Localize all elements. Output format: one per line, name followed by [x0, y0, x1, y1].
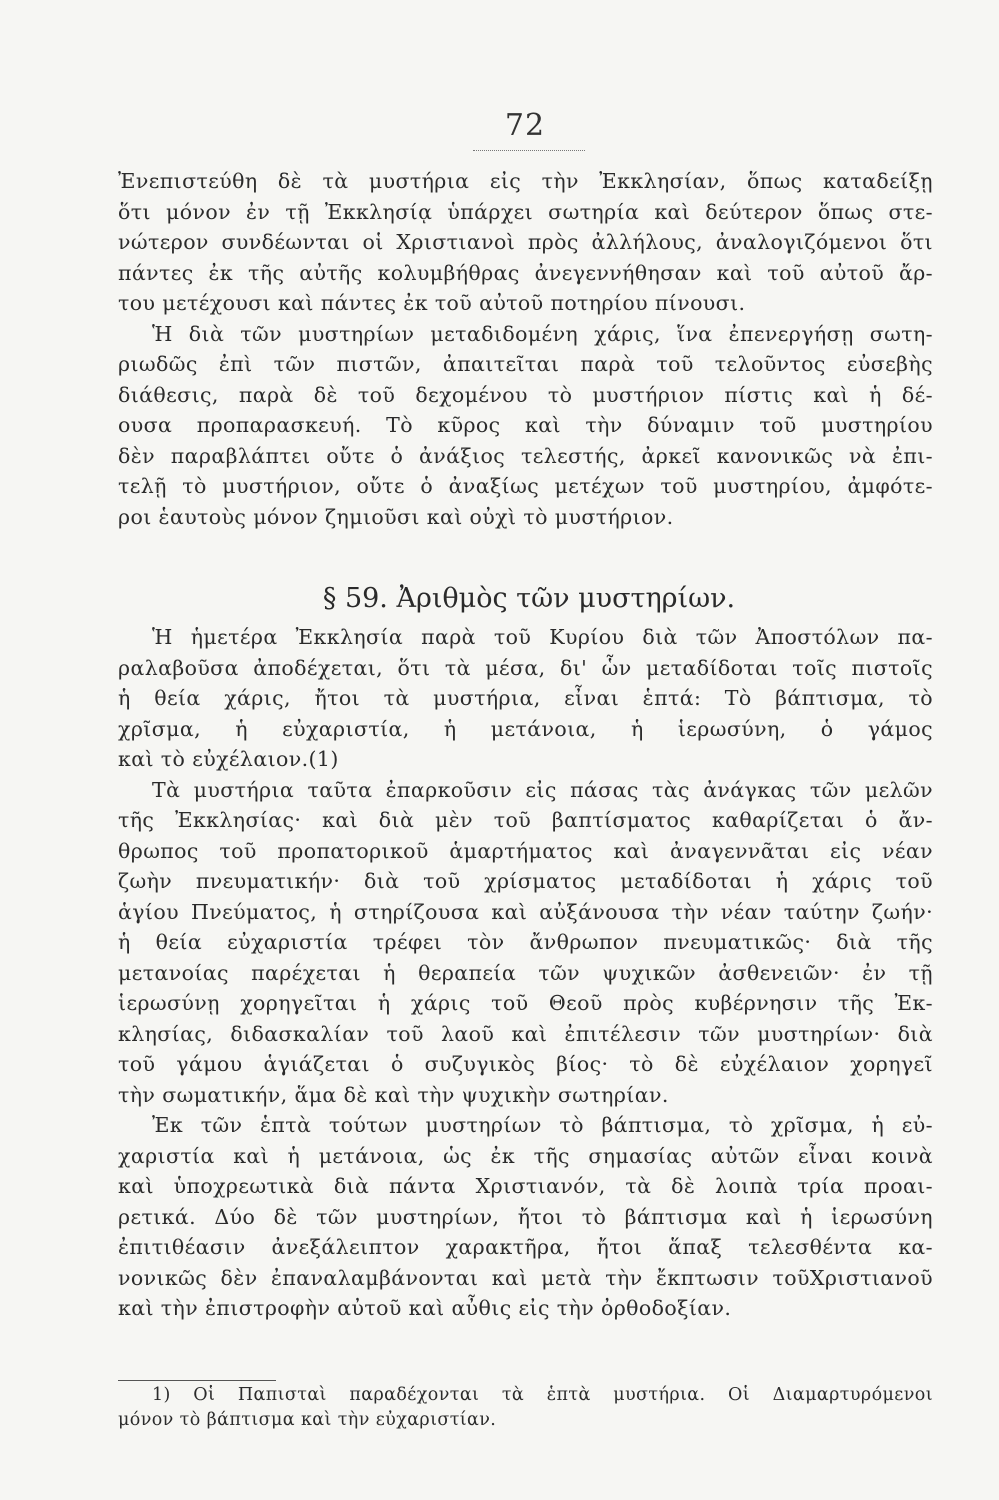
text-line: χρῖσμα, ἡ εὐχαριστία, ἡ μετάνοια, ἡ ἱερωσύνη, ὁ γάμος [118, 716, 933, 741]
text-line: κλησίας, διδασκαλίαν τοῦ λαοῦ καὶ ἐπιτέλεσιν τῶν μυστηρίων· διὰ [118, 1021, 933, 1046]
text-line: χαριστία καὶ ἡ μετάνοια, ὡς ἐκ τῆς σημασίας αὐτῶν εἶναι κοινὰ [118, 1143, 933, 1168]
page-number: 72 [504, 108, 546, 143]
footnote [118, 1383, 933, 1433]
text-line: διάθεσις, παρὰ δὲ τοῦ δεχομένου τὸ μυστήριον πίστις καὶ ἡ δέ- [118, 382, 933, 407]
text-line: του μετέχουσι καὶ πάντες ἐκ τοῦ αὐτοῦ ποτηρίου πίνουσι. [118, 291, 746, 315]
text-line: τελῇ τὸ μυστήριον, οὔτε ὁ ἀναξίως μετέχων τοῦ μυστηρίου, ἀμφότε- [118, 474, 933, 498]
page-number-rule [473, 150, 585, 151]
text-line: τοῦ γάμου ἁγιάζεται ὁ συζυγικὸς βίος· τὸ δὲ εὐχέλαιον χορηγεῖ [118, 1052, 933, 1076]
text-line: ζωὴν πνευματικήν· διὰ τοῦ χρίσματος μεταδίδοται ἡ χάρις τοῦ [118, 869, 933, 893]
text-line: ρετικά. Δύο δὲ τῶν μυστηρίων, ἤτοι τὸ βάπτισμα καὶ ἡ ἱερωσύνη [118, 1204, 933, 1229]
text-line: καὶ τὴν ἐπιστροφὴν αὐτοῦ καὶ αὖθις εἰς τὴν ὀρθοδοξίαν. [118, 1296, 732, 1320]
text-line: θρωπος τοῦ προπατορικοῦ ἁμαρτήματος καὶ ἀναγεννᾶται εἰς νέαν [118, 838, 933, 863]
text-line: Ἐκ τῶν ἑπτὰ τούτων μυστηρίων τὸ βάπτισμα, τὸ χρῖσμα, ἡ εὐ- [152, 1113, 933, 1137]
text-line: ἡ θεία χάρις, ἤτοι τὰ μυστήρια, εἶναι ἑπτά: Τὸ βάπτισμα, τὸ [118, 686, 933, 710]
text-block-first [118, 166, 933, 532]
text-line: νώτερον συνδέωνται οἱ Χριστιανοὶ πρὸς ἀλλήλους, ἀναλογιζόμενοι ὅτι [118, 230, 933, 254]
text-line: δὲν παραβλάπτει οὔτε ὁ ἀνάξιος τελεστής, ἀρκεῖ κανονικῶς νὰ ἐπι- [118, 443, 933, 468]
text-line: νονικῶς δὲν ἐπαναλαμβάνονται καὶ μετὰ τὴν ἔκπτωσιν τοῦΧριστιανοῦ [118, 1265, 933, 1290]
text-line: ἡ θεία εὐχαριστία τρέφει τὸν ἄνθρωπον πνευματικῶς· διὰ τῆς [118, 930, 933, 954]
footnote-rule [118, 1380, 276, 1381]
text-line: ἱερωσύνῃ χορηγεῖται ἡ χάρις τοῦ Θεοῦ πρὸς κυβέρνησιν τῆς Ἐκ- [118, 991, 933, 1015]
text-line: καὶ τὸ εὐχέλαιον.(1) [118, 747, 339, 771]
text-line: ροι ἑαυτοὺς μόνον ζημιοῦσι καὶ οὐχὶ τὸ μυστήριον. [118, 504, 674, 529]
paragraph-4 [118, 775, 933, 1111]
text-line: καὶ ὑποχρεωτικὰ διὰ πάντα Χριστιανόν, τὰ δὲ λοιπὰ τρία προαι- [118, 1174, 933, 1198]
text-line: μετανοίας παρέχεται ἡ θεραπεία τῶν ψυχικῶν ἀσθενειῶν· ἐν τῇ [118, 960, 933, 985]
text-line: ριωδῶς ἐπὶ τῶν πιστῶν, ἀπαιτεῖται παρὰ τοῦ τελοῦντος εὐσεβὴς [118, 352, 933, 376]
paragraph-2 [118, 319, 933, 533]
text-line: Τὰ μυστήρια ταῦτα ἐπαρκοῦσιν εἰς πάσας τὰς ἀνάγκας τῶν μελῶν [152, 777, 933, 802]
paragraph-3 [118, 622, 933, 775]
paragraph-1 [118, 166, 933, 319]
text-line: ουσα προπαρασκευή. Τὸ κῦρος καὶ τὴν δύναμιν τοῦ μυστηρίου [118, 413, 933, 437]
text-line: Ἐνεπιστεύθη δὲ τὰ μυστήρια εἰς τὴν Ἐκκλησίαν, ὅπως καταδείξῃ [118, 169, 933, 193]
text-line: τὴν σωματικήν, ἅμα δὲ καὶ τὴν ψυχικὴν σωτηρίαν. [118, 1082, 669, 1107]
text-line: Ἡ διὰ τῶν μυστηρίων μεταδιδομένη χάρις, ἵνα ἐπενεργήσῃ σωτη- [152, 321, 933, 346]
text-line: ὅτι μόνον ἐν τῇ Ἐκκλησίᾳ ὑπάρχει σωτηρία καὶ δεύτερον ὅπως στε- [118, 199, 933, 224]
section-heading: § 59. Ἀριθμὸς τῶν μυστηρίων. [322, 583, 736, 614]
text-line: πάντες ἐκ τῆς αὐτῆς κολυμβήθρας ἀνεγεννήθησαν καὶ τοῦ αὐτοῦ ἄρ- [118, 260, 933, 285]
text-line: ραλαβοῦσα ἀποδέχεται, ὅτι τὰ μέσα, δι' ὧν μεταδίδοται τοῖς πιστοῖς [118, 655, 933, 680]
paragraph-5 [118, 1110, 933, 1324]
text-block-second [118, 622, 933, 1324]
text-line: ἁγίου Πνεύματος, ἡ στηρίζουσα καὶ αὐξάνουσα τὴν νέαν ταύτην ζωήν· [118, 899, 933, 924]
footnote-line: 1) Οἱ Παπισταὶ παραδέχονται τὰ ἑπτὰ μυστήρια. Οἱ Διαμαρτυρόμενοι [152, 1385, 933, 1405]
footnote-line: μόνον τὸ βάπτισμα καὶ τὴν εὐχαριστίαν. [118, 1410, 497, 1430]
text-line: Ἡ ἡμετέρα Ἐκκλησία παρὰ τοῦ Κυρίου διὰ τῶν Ἀποστόλων πα- [152, 625, 933, 649]
text-line: τῆς Ἐκκλησίας· καὶ διὰ μὲν τοῦ βαπτίσματος καθαρίζεται ὁ ἄν- [118, 808, 933, 832]
text-line: ἐπιτιθέασιν ἀνεξάλειπτον χαρακτῆρα, ἤτοι ἅπαξ τελεσθέντα κα- [118, 1235, 933, 1259]
